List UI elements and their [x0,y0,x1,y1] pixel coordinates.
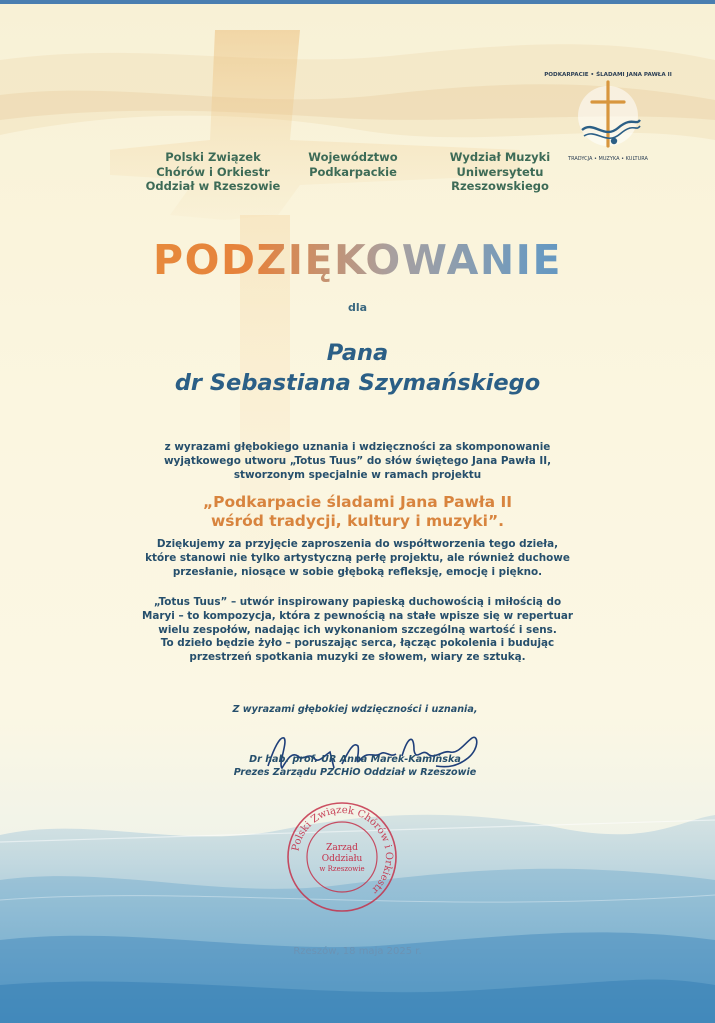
project-name: „Podkarpacie śladami Jana Pawła II wśród tradycji, kultury i muzyki”. [202,493,513,530]
stamp-line-3: w Rzeszowie [319,865,365,873]
project-logo [544,68,672,164]
official-stamp [285,800,399,914]
thanks-paragraph: Dziękujemy za przyjęcie zaproszenia do współtworzenia tego dzieła, które stanowi nie tylko artystyczną perłę projektu, ale również duchowe przesłanie, niosące w sobie głęboką refleksję, emocję i piękno. [145,538,570,578]
org-wojewodztwo: Województwo Podkarpackie [308,150,398,179]
recipient-name: dr Sebastiana Szymańskiego [174,370,541,396]
logo-note-icon [611,138,617,144]
composition-paragraph: „Totus Tuus” – utwór inspirowany papieską duchowością i miłością do Maryi – to kompozycja, która z pewnością na stałe wpisze się w repertuar wielu zespołów, nadając ich wykonaniom szczególną wartość i sens. To dzieło będzie żyło – poruszając serca, łącząc pokolenia i budując przestrzeń spotkania muzyki ze słowem, wiary ze sztuką. [142,596,573,664]
for-label: dla [347,301,368,314]
org-wydzial-muzyki: Wydział Muzyki Uniwersytetu Rzeszowskiego [449,150,551,193]
place-and-date: Rzeszów, 18 maja 2025 r. [293,946,422,957]
certificate-title: PODZIĘKOWANIE [0,236,715,284]
stamp-line-2: Oddziału [321,854,363,864]
stamp-line-1: Zarząd [326,843,358,853]
signer-details: Dr hab. prof. UR Anna Marek-Kamińska Prezes Zarządu PZCHiO Oddział w Rzeszowie [233,754,477,778]
logo-top-text: PODKARPACIE • ŚLADAMI JANA PAWŁA II [544,72,672,78]
stamp-ring-text: Polski Związek Chórów i Orkiestr [290,804,395,896]
closing-line: Z wyrazami głębokiej wdzięczności i uznania, [232,704,478,715]
logo-bottom-text: TRADYCJA • MUZYKA • KULTURA [568,156,648,162]
org-pzchio: Polski Związek Chórów i Orkiestr Oddział w Rzeszowie [145,150,281,193]
recipient-honorific: Pana [326,340,389,366]
intro-text: z wyrazami głębokiego uznania i wdzięczności za skomponowanie wyjątkowego utworu „Totus Tuus” do słów świętego Jana Pawła II, stworzonym specjalnie w ramach projektu [163,441,552,481]
